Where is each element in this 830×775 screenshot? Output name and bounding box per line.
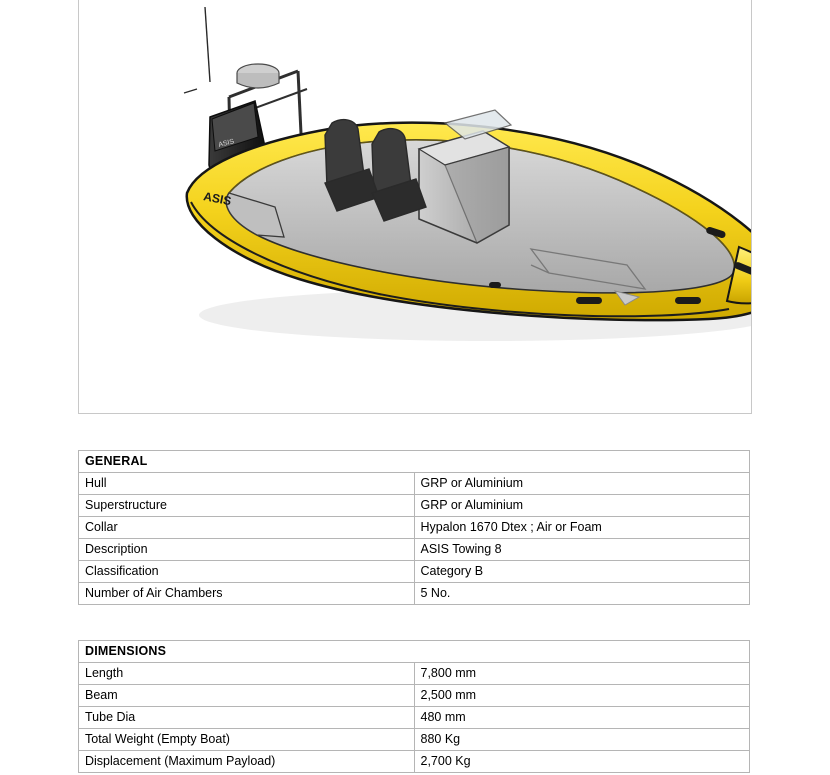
svg-text:ASIS: ASIS xyxy=(217,138,235,149)
row-value: 5 No. xyxy=(414,583,750,605)
table-row xyxy=(79,751,750,773)
table-header-row xyxy=(79,451,750,473)
row-label: Total Weight (Empty Boat) xyxy=(79,729,415,751)
general-spec-table xyxy=(78,450,750,605)
row-label: Beam xyxy=(79,685,415,707)
table-row xyxy=(79,583,750,605)
row-label: Number of Air Chambers xyxy=(79,583,415,605)
boat-illustration xyxy=(79,0,751,413)
table-row xyxy=(79,663,750,685)
antenna xyxy=(184,7,210,93)
table-row xyxy=(79,473,750,495)
row-value: 880 Kg xyxy=(414,729,750,751)
row-value: Category B xyxy=(414,561,750,583)
table-row xyxy=(79,561,750,583)
row-label: Hull xyxy=(79,473,415,495)
table-row xyxy=(79,539,750,561)
row-value: ASIS Towing 8 xyxy=(414,539,750,561)
dimensions-table-title: DIMENSIONS xyxy=(79,641,750,663)
general-table-title: GENERAL xyxy=(79,451,750,473)
row-label: Classification xyxy=(79,561,415,583)
table-row xyxy=(79,517,750,539)
row-value: 480 mm xyxy=(414,707,750,729)
table-row xyxy=(79,707,750,729)
dimensions-spec-table xyxy=(78,640,750,773)
row-label: Superstructure xyxy=(79,495,415,517)
table-row xyxy=(79,729,750,751)
row-value: GRP or Aluminium xyxy=(414,495,750,517)
row-value: 2,700 Kg xyxy=(414,751,750,773)
row-value: 7,800 mm xyxy=(414,663,750,685)
row-label: Collar xyxy=(79,517,415,539)
table-header-row xyxy=(79,641,750,663)
svg-text:ASIS: ASIS xyxy=(202,189,233,209)
row-label: Tube Dia xyxy=(79,707,415,729)
radar-dome xyxy=(237,64,279,88)
table-row xyxy=(79,685,750,707)
row-label: Description xyxy=(79,539,415,561)
row-label: Displacement (Maximum Payload) xyxy=(79,751,415,773)
row-value: GRP or Aluminium xyxy=(414,473,750,495)
product-image-panel xyxy=(78,0,752,414)
row-label: Length xyxy=(79,663,415,685)
row-value: 2,500 mm xyxy=(414,685,750,707)
row-value: Hypalon 1670 Dtex ; Air or Foam xyxy=(414,517,750,539)
boat-svg xyxy=(79,0,752,414)
table-row xyxy=(79,495,750,517)
